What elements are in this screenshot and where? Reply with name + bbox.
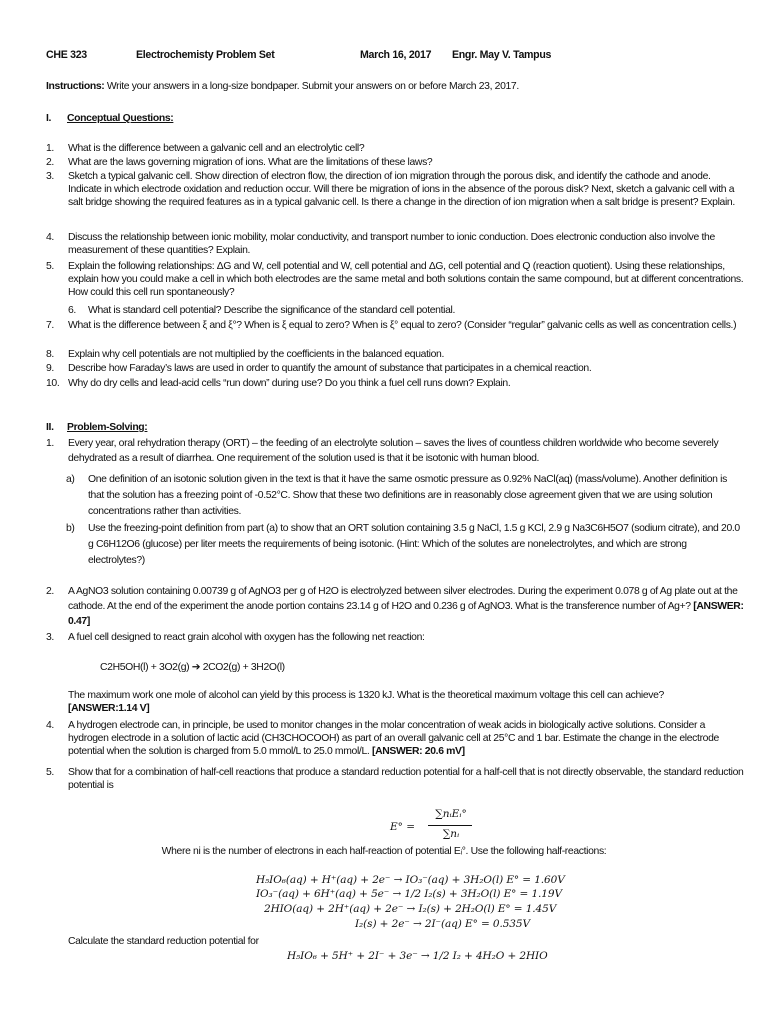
section-2-title: Problem-Solving:	[67, 422, 148, 433]
half-reaction-4: I₂(s) + 2e⁻ → 2I⁻(aq) E° = 0.535V	[355, 918, 530, 930]
course-code: CHE 323	[46, 49, 87, 61]
instructions	[46, 80, 744, 93]
half-reaction-3: 2HIO(aq) + 2H⁺(aq) + 2e⁻ → I₂(s) + 2H₂O(l) E° = 1.45V	[264, 903, 557, 915]
document-date: March 16, 2017	[360, 49, 432, 61]
half-reaction-2: IO₃⁻(aq) + 6H⁺(aq) + 5e⁻ → 1/2 I₂(s) + 3H₂O(l) E° = 1.19V	[256, 888, 562, 900]
problem-2-answer: [ANSWER: 0.47]	[68, 601, 744, 627]
document-author: Engr. May V. Tampus	[452, 49, 552, 61]
problem-4-answer: [ANSWER: 20.6 mV]	[369, 746, 465, 757]
formula-numerator: ∑nᵢEᵢ°	[435, 808, 467, 820]
section-1-heading	[46, 112, 744, 125]
formula-denominator: ∑nᵢ	[442, 828, 460, 840]
calculate-prompt: Calculate the standard reduction potential for	[68, 936, 259, 947]
section-2-heading	[46, 421, 744, 434]
section-1-numeral: I.	[46, 113, 52, 124]
section-2-numeral: II.	[46, 422, 54, 433]
document-title: Electrochemisty Problem Set	[136, 49, 275, 61]
formula-lhs: E° =	[390, 821, 416, 833]
half-reaction-1: H₅IO₆(aq) + H⁺(aq) + 2e⁻ → IO₃⁻(aq) + 3H₂O(l) E° = 1.60V	[256, 874, 565, 886]
fraction-bar	[428, 825, 472, 826]
document-header	[46, 49, 744, 63]
formula-where: Where ni is the number of electrons in each half-reaction of potential Eᵢ°. Use the following half-reactions:	[161, 846, 607, 857]
problem-3-text: The maximum work one mole of alcohol can yield by this process is 1320 kJ. What is the theoretical maximum voltage this cell can achieve? [ANSWER:1.14 V]	[68, 690, 664, 714]
problem-3-reaction: C2H5OH(l) + 3O2(g) ➔ 2CO2(g) + 3H2O(l)	[100, 662, 285, 673]
section-1-title: Conceptual Questions:	[67, 113, 174, 124]
instructions-text: Write your answers in a long-size bondpaper. Submit your answers on or before March 23, 2017.	[104, 81, 519, 92]
problem-3-answer: [ANSWER:1.14 V]	[68, 703, 150, 714]
instructions-label: Instructions:	[46, 81, 105, 92]
document-page: CHE 323 Electrochemisty Problem Set March 16, 2017 Engr. May V. Tampus Instructions: Write your answers in a long-size bondpaper. Submit your answers on or before March 23, 2017. I. Conceptual Questions: 1. What is the difference between a galvanic cell and an electrolytic cell? 2. What are the laws governing migration of ions. What are the limitations of these laws? 3. Sketch a typical galvanic cell. Show direction of electron flow, the direction of ion migration through the porous disk, and identify the cathode and anode. Indicate in which electrode oxidation and reduction occur. Will there be migration of ions in the absence of the porous disk? Next, sketch a galvanic cell with a salt bridge showing the required features as in a typical galvanic cell. Is there a change in the direction of ion migration when a salt bridge is present? Explain. 4. Discuss the relationship between ionic mobility, molar conductivity, and transport number to ionic conduction. Does electronic conduction also involve the measurement of these quantities? Explain. 5. Explain the following relationships: ΔG and W, cell potential and W, cell potential and ΔG, cell potential and Q (reaction quotient). Using these relationships, explain how you could make a cell in which both electrodes are the same metal and both solutions contain the same compound, but at different concentrations. How could this cell run spontaneously? 6. What is standard cell potential? Describe the significance of the standard cell potential. 7. What is the difference between ξ and ξ°? When is ξ equal to zero? When is ξ° equal to zero? (Consider “regular” galvanic cells as well as concentration cells.) 8. Explain why cell potentials are not multiplied by the coefficients in the balanced equation. 9. Describe how Faraday’s laws are used in order to quantify the amount of substance that participates in a chemical reaction. 10. Why do dry cells and lead-acid cells “run down” during use? Do you think a fuel cell runs down? Explain. II. Problem-Solving: 1. Every year, oral rehydration therapy (ORT) – the feeding of an electrolyte solution – saves the lives of countless children worldwide who become severely dehydrated as a result of diarrhea. One requirement of the solution used is that it be isotonic with human blood. a) One definition of an isotonic solution given in the text is that it have the same osmotic pressure as 0.92% NaCl(aq) (mass/volume). Another definition is that the solution has a freezing point of -0.52°C. Show that these two definitions are in reasonably close agreement given that we are using solution concentrations rather than activities. b) Use the freezing-point definition from part (a) to show that an ORT solution containing 3.5 g NaCl, 1.5 g KCl, 2.9 g Na3C6H5O7 (sodium citrate), and 20.0 g C6H12O6 (glucose) per liter meets the requirements of being isotonic. (Hint: Which of the solutes are nonelectrolytes, and which are strong electrolytes?) 2. A AgNO3 solution containing 0.00739 g of AgNO3 per g of H2O is electrolyzed between silver electrodes. During the experiment 0.078 g of Ag plate out at the cathode. At the end of the experiment the anode portion contains 23.14 g of H2O and 0.236 g of AgNO3. What is the transference number of Ag+? [ANSWER: 0.47] 3. A fuel cell designed to react grain alcohol with oxygen has the following net reaction: C2H5OH(l) + 3O2(g) ➔ 2CO2(g) + 3H2O(l) The maximum work one mole of alcohol can yield by this process is 1320 kJ. What is the theoretical maximum voltage this cell can achieve? [ANSWER:1.14 V] 4. A hydrogen electrode can, in principle, be used to monitor changes in the molar concentration of weak acids in biologically active solutions. Consider a hydrogen electrode in a solution of lactic acid (CH3CHOCOOH) as part of an overall galvanic cell at 25°C and 1 bar. Estimate the change in the electrode potential when the solution is charged from 5.0 mmol/L to 25.0 mmol/L. [ANSWER: 20.6 mV] 5. Show that for a combination of half-cell reactions that produce a standard reduction potential for a half-cell that is not directly observable, the standard reduction potential is E° = ∑nᵢEᵢ° ∑nᵢ Where ni is the number of electrons in each half-reaction of potential Eᵢ°. Use the following half-reactions: H₅IO₆(aq) + H⁺(aq) + 2e⁻ → IO₃⁻(aq) + 3H₂O(l) E° = 1.60V IO₃⁻(aq) + 6H⁺(aq) + 5e⁻ → 1/2 I₂(s) + 3H₂O(l) E° = 1.19V 2HIO(aq) + 2H⁺(aq) + 2e⁻ → I₂(s) + 2H₂O(l) E° = 1.45V I₂(s) + 2e⁻ → 2I⁻(aq) E° = 0.535V Calculate the standard reduction potential for H₅IO₆ + 5H⁺ + 2I⁻ + 3e⁻ → 1/2 I₂ + 4H₂O + 2HIO	[0, 0, 768, 1024]
target-reaction: H₅IO₆ + 5H⁺ + 2I⁻ + 3e⁻ → 1/2 I₂ + 4H₂O + 2HIO	[287, 950, 548, 962]
